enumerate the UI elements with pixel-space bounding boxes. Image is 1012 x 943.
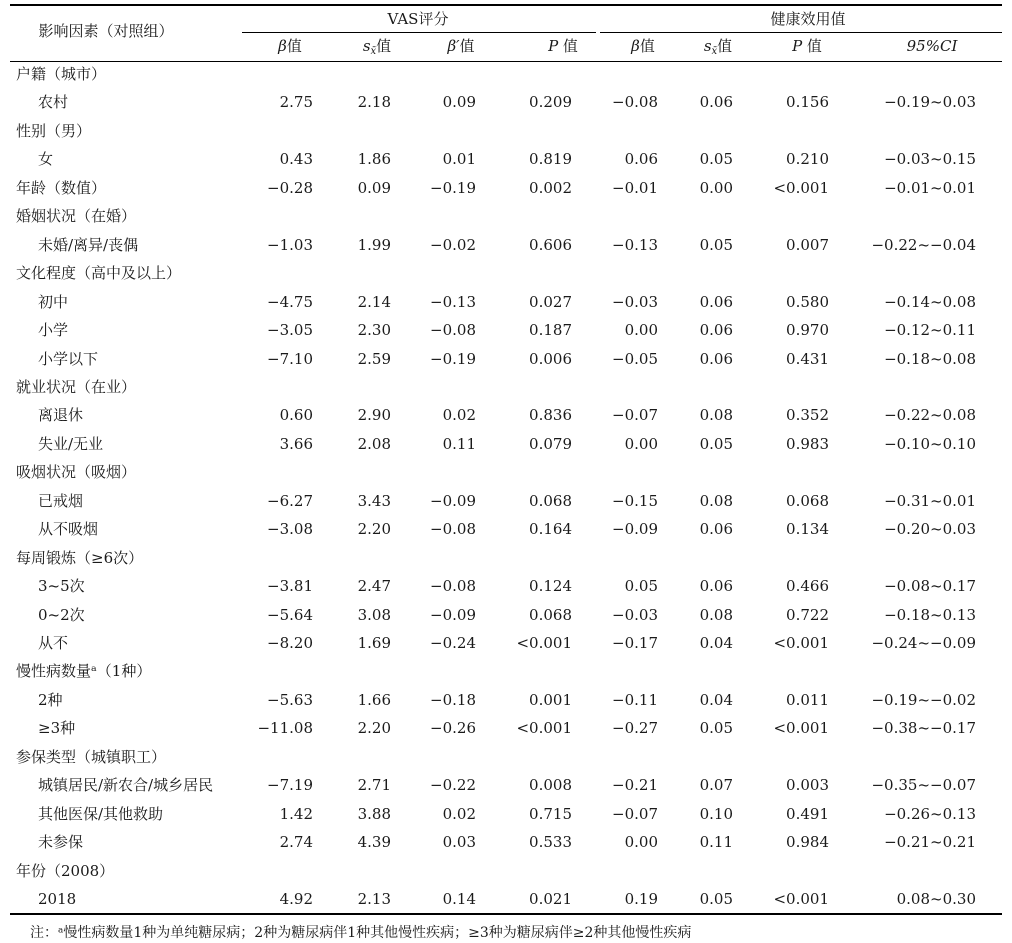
table-cell: 0.00	[624, 434, 658, 453]
row-sublabel: 离退休	[38, 406, 84, 425]
table-cell: 0.210	[786, 150, 829, 169]
table-cell: 0.08~0.30	[896, 890, 976, 909]
table-cell: −0.24	[430, 634, 476, 652]
table-cell: 0.068	[529, 491, 572, 510]
table-cell: −7.10	[267, 349, 313, 368]
table-cell: 0.156	[786, 93, 829, 112]
table-cell: 0.03	[442, 833, 476, 852]
table-cell: 0.491	[786, 804, 829, 823]
row-category-label: 婚姻状况（在婚）	[16, 207, 137, 226]
table-cell: 1.86	[357, 150, 391, 169]
table-cell: −0.01~0.01	[884, 178, 976, 197]
table-cell: 0.001	[529, 690, 572, 709]
table-cell: 0.06	[699, 577, 733, 596]
table-cell: −0.19~0.03	[884, 93, 976, 112]
table-cell: 1.69	[357, 634, 391, 652]
table-cell: −0.05	[612, 349, 658, 368]
table-cell: 0.007	[786, 235, 829, 254]
row-category-label: 文化程度（高中及以上）	[16, 264, 182, 283]
table-cell: −0.10~0.10	[884, 434, 976, 453]
table-cell: −0.38~−0.17	[871, 719, 976, 738]
table-cell: 0.04	[699, 690, 733, 709]
table-cell: 0.05	[699, 235, 733, 254]
row-sublabel: 其他医保/其他救助	[38, 804, 164, 823]
table-cell: 3.88	[357, 804, 391, 823]
table-cell: 4.92	[279, 890, 313, 909]
table-cell: 0.05	[624, 577, 658, 596]
table-cell: −0.03	[612, 605, 658, 624]
table-cell: 0.05	[699, 434, 733, 453]
column-header-6: P 值	[792, 37, 822, 55]
header-group-vas: VAS评分	[387, 10, 449, 28]
row-category-label: 参保类型（城镇职工）	[16, 747, 167, 766]
table-cell: −0.11	[612, 690, 658, 709]
table-cell: 0.09	[357, 178, 391, 197]
table-cell: 0.027	[529, 292, 572, 311]
row-sublabel: 初中	[38, 292, 69, 311]
bottom-rule	[10, 913, 1002, 915]
table-cell: −0.03~0.15	[884, 150, 976, 169]
column-header-4: β值	[631, 37, 655, 55]
table-cell: 2.13	[357, 890, 391, 909]
table-cell: 0.01	[442, 150, 476, 169]
table-cell: 0.07	[699, 776, 733, 795]
table-cell: 0.60	[279, 406, 313, 425]
row-sublabel: 小学	[38, 321, 69, 340]
row-category-label: 就业状况（在业）	[16, 377, 137, 396]
table-cell: −8.20	[267, 634, 313, 652]
table-cell: 0.06	[699, 292, 733, 311]
table-cell: −0.27	[612, 719, 658, 738]
row-sublabel: 未参保	[38, 833, 84, 852]
table-cell: 2.20	[357, 719, 391, 738]
table-cell: 2.74	[279, 833, 313, 852]
table-cell: −0.18	[430, 690, 476, 709]
row-sublabel: 未婚/离异/丧偶	[38, 235, 139, 254]
table-cell: −0.09	[612, 520, 658, 539]
table-cell: 0.06	[699, 321, 733, 340]
health-subrule	[600, 32, 1002, 33]
table-note: 注：ᵃ慢性病数量1种为单纯糖尿病；2种为糖尿病伴1种其他慢性疾病；≥3种为糖尿病伴≥2种其他慢性疾病	[30, 925, 692, 941]
table-cell: 0.08	[699, 491, 733, 510]
table-cell: −0.21	[612, 776, 658, 795]
row-sublabel: 小学以下	[38, 349, 99, 368]
table-cell: 0.580	[786, 292, 829, 311]
table-cell: −0.19	[430, 349, 476, 368]
table-cell: 0.984	[786, 833, 829, 852]
table-cell: 0.715	[529, 804, 572, 823]
table-cell: 0.187	[529, 321, 572, 340]
table-cell: 0.06	[699, 349, 733, 368]
table-cell: 0.021	[529, 890, 572, 909]
header-factor: 影响因素（对照组）	[38, 22, 174, 40]
table-cell: −0.19~−0.02	[871, 690, 976, 709]
table-cell: −0.09	[430, 491, 476, 510]
table-cell: −0.03	[612, 292, 658, 311]
table-cell: 0.003	[786, 776, 829, 795]
table-cell: 0.722	[786, 605, 829, 624]
table-cell: 2.71	[357, 776, 391, 795]
table-cell: −0.19	[430, 178, 476, 197]
table-cell: −3.81	[267, 577, 313, 596]
table-cell: 0.134	[786, 520, 829, 539]
table-cell: 0.983	[786, 434, 829, 453]
table-cell: −0.08~0.17	[884, 577, 976, 596]
row-category-label: 户籍（城市）	[16, 65, 107, 83]
table-cell: 1.42	[279, 804, 313, 823]
table-cell: −6.27	[267, 491, 313, 510]
row-sublabel: 从不	[38, 634, 69, 652]
table-cell: −4.75	[267, 292, 313, 311]
row-sublabel: ≥3种	[38, 719, 76, 738]
table-cell: 2.30	[357, 321, 391, 340]
table-cell: 0.19	[624, 890, 658, 909]
table-cell: 4.39	[357, 833, 391, 852]
table-cell: −11.08	[257, 719, 313, 738]
table-cell: −0.07	[612, 804, 658, 823]
table-cell: 2.90	[357, 406, 391, 425]
table-cell: 0.14	[442, 890, 476, 909]
table-cell: 0.00	[624, 833, 658, 852]
table-cell: 0.970	[786, 321, 829, 340]
row-category-label: 年龄（数值）	[16, 178, 107, 197]
column-header-3: P 值	[548, 37, 578, 55]
row-sublabel: 女	[38, 150, 54, 169]
table-cell: 3.43	[357, 491, 391, 510]
table-cell: −5.64	[267, 605, 313, 624]
table-cell: −3.05	[267, 321, 313, 340]
column-header-7: 95%CI	[906, 37, 958, 55]
table-cell: <0.001	[516, 634, 572, 652]
header-bottom-rule	[10, 61, 1002, 62]
table-cell: 0.05	[699, 150, 733, 169]
row-sublabel: 城镇居民/新农合/城乡居民	[38, 776, 214, 795]
table-cell: 0.08	[699, 406, 733, 425]
table-cell: 1.99	[357, 235, 391, 254]
table-cell: −3.08	[267, 520, 313, 539]
table-cell: 0.02	[442, 406, 476, 425]
table-cell: 3.66	[279, 434, 313, 453]
table-cell: 0.11	[699, 833, 733, 852]
table-cell: −0.22	[430, 776, 476, 795]
table-cell: 0.068	[529, 605, 572, 624]
table-cell: 0.068	[786, 491, 829, 510]
table-cell: 2.47	[357, 577, 391, 596]
table-cell: −7.19	[267, 776, 313, 795]
table-cell: 0.11	[442, 434, 476, 453]
table-cell: 0.819	[529, 150, 572, 169]
row-category-label: 吸烟状况（吸烟）	[16, 463, 137, 482]
row-category-label: 性别（男）	[16, 121, 92, 140]
table-cell: 0.00	[699, 178, 733, 197]
table-cell: 2.20	[357, 520, 391, 539]
table-cell: 0.011	[786, 690, 829, 709]
table-cell: <0.001	[773, 178, 829, 197]
table-cell: −1.03	[267, 235, 313, 254]
table-cell: 0.02	[442, 804, 476, 823]
column-header-0: β值	[278, 37, 302, 55]
table-cell: 0.08	[699, 605, 733, 624]
table-cell: −0.15	[612, 491, 658, 510]
table-cell: 0.124	[529, 577, 572, 596]
table-cell: <0.001	[773, 890, 829, 909]
table-cell: −0.17	[612, 634, 658, 652]
table-cell: 0.06	[699, 93, 733, 112]
table-cell: −0.02	[430, 235, 476, 254]
table-cell: 3.08	[357, 605, 391, 624]
table-cell: −0.13	[612, 235, 658, 254]
vas-subrule	[242, 32, 596, 33]
table-cell: 0.00	[624, 321, 658, 340]
table-cell: 2.18	[357, 93, 391, 112]
table-cell: −0.18~0.13	[884, 605, 976, 624]
table-cell: 0.606	[529, 235, 572, 254]
table-cell: −0.21~0.21	[884, 833, 976, 852]
table-cell: −0.08	[430, 520, 476, 539]
table-cell: −0.26	[430, 719, 476, 738]
table-cell: 2.75	[279, 93, 313, 112]
table-cell: −0.01	[612, 178, 658, 197]
table-cell: 0.006	[529, 349, 572, 368]
table-cell: −0.24~−0.09	[871, 634, 976, 652]
table-cell: 0.164	[529, 520, 572, 539]
row-category-label: 每周锻炼（≥6次）	[16, 548, 144, 567]
top-rule	[10, 4, 1002, 6]
table-cell: −0.08	[430, 321, 476, 340]
header-group-health: 健康效用值	[770, 10, 846, 28]
row-sublabel: 3~5次	[38, 577, 85, 596]
table-cell: −0.12~0.11	[884, 321, 976, 340]
table-cell: −0.18~0.08	[884, 349, 976, 368]
table-cell: 0.352	[786, 406, 829, 425]
table-cell: −0.13	[430, 292, 476, 311]
table-cell: 0.002	[529, 178, 572, 197]
table-cell: 0.06	[699, 520, 733, 539]
table-cell: <0.001	[516, 719, 572, 738]
table-cell: −0.26~0.13	[884, 804, 976, 823]
table-cell: −0.07	[612, 406, 658, 425]
row-sublabel: 从不吸烟	[38, 520, 99, 539]
table-cell: −0.20~0.03	[884, 520, 976, 539]
table-cell: −0.14~0.08	[884, 292, 976, 311]
table-cell: −0.28	[267, 178, 313, 197]
row-category-label: 年份（2008）	[16, 861, 115, 880]
row-sublabel: 农村	[38, 93, 69, 112]
table-cell: 0.04	[699, 634, 733, 652]
table-cell: 0.533	[529, 833, 572, 852]
table-cell: 0.09	[442, 93, 476, 112]
column-header-5: $s_{x̄}$值	[703, 37, 733, 57]
table-cell: 0.008	[529, 776, 572, 795]
column-header-2: β′值	[447, 37, 475, 55]
table-cell: <0.001	[773, 634, 829, 652]
table-cell: <0.001	[773, 719, 829, 738]
row-sublabel: 0~2次	[38, 605, 85, 624]
table-cell: 0.079	[529, 434, 572, 453]
table-cell: 0.05	[699, 890, 733, 909]
table-cell: 0.06	[624, 150, 658, 169]
table-cell: −0.08	[430, 577, 476, 596]
table-cell: −0.31~0.01	[884, 491, 976, 510]
row-sublabel: 已戒烟	[38, 491, 84, 510]
table-cell: 0.10	[699, 804, 733, 823]
table-cell: 0.05	[699, 719, 733, 738]
table-cell: −0.08	[612, 93, 658, 112]
table-cell: 0.43	[279, 150, 313, 169]
row-sublabel: 2018	[38, 890, 77, 909]
table-cell: 0.466	[786, 577, 829, 596]
table-cell: 2.14	[357, 292, 391, 311]
table-cell: 2.59	[357, 349, 391, 368]
table-cell: −0.09	[430, 605, 476, 624]
table-cell: 0.431	[786, 349, 829, 368]
row-category-label: 慢性病数量ᵃ（1种）	[16, 662, 152, 681]
table-cell: −5.63	[267, 690, 313, 709]
table-cell: 0.209	[529, 93, 572, 112]
table-cell: 2.08	[357, 434, 391, 453]
table-cell: −0.35~−0.07	[871, 776, 976, 795]
table-cell: −0.22~−0.04	[871, 235, 976, 254]
table-cell: 0.836	[529, 406, 572, 425]
column-header-1: $s_{x̄}$值	[362, 37, 392, 57]
row-sublabel: 失业/无业	[38, 434, 104, 453]
row-sublabel: 2种	[38, 690, 63, 709]
table-cell: −0.22~0.08	[884, 406, 976, 425]
table-cell: 1.66	[357, 690, 391, 709]
